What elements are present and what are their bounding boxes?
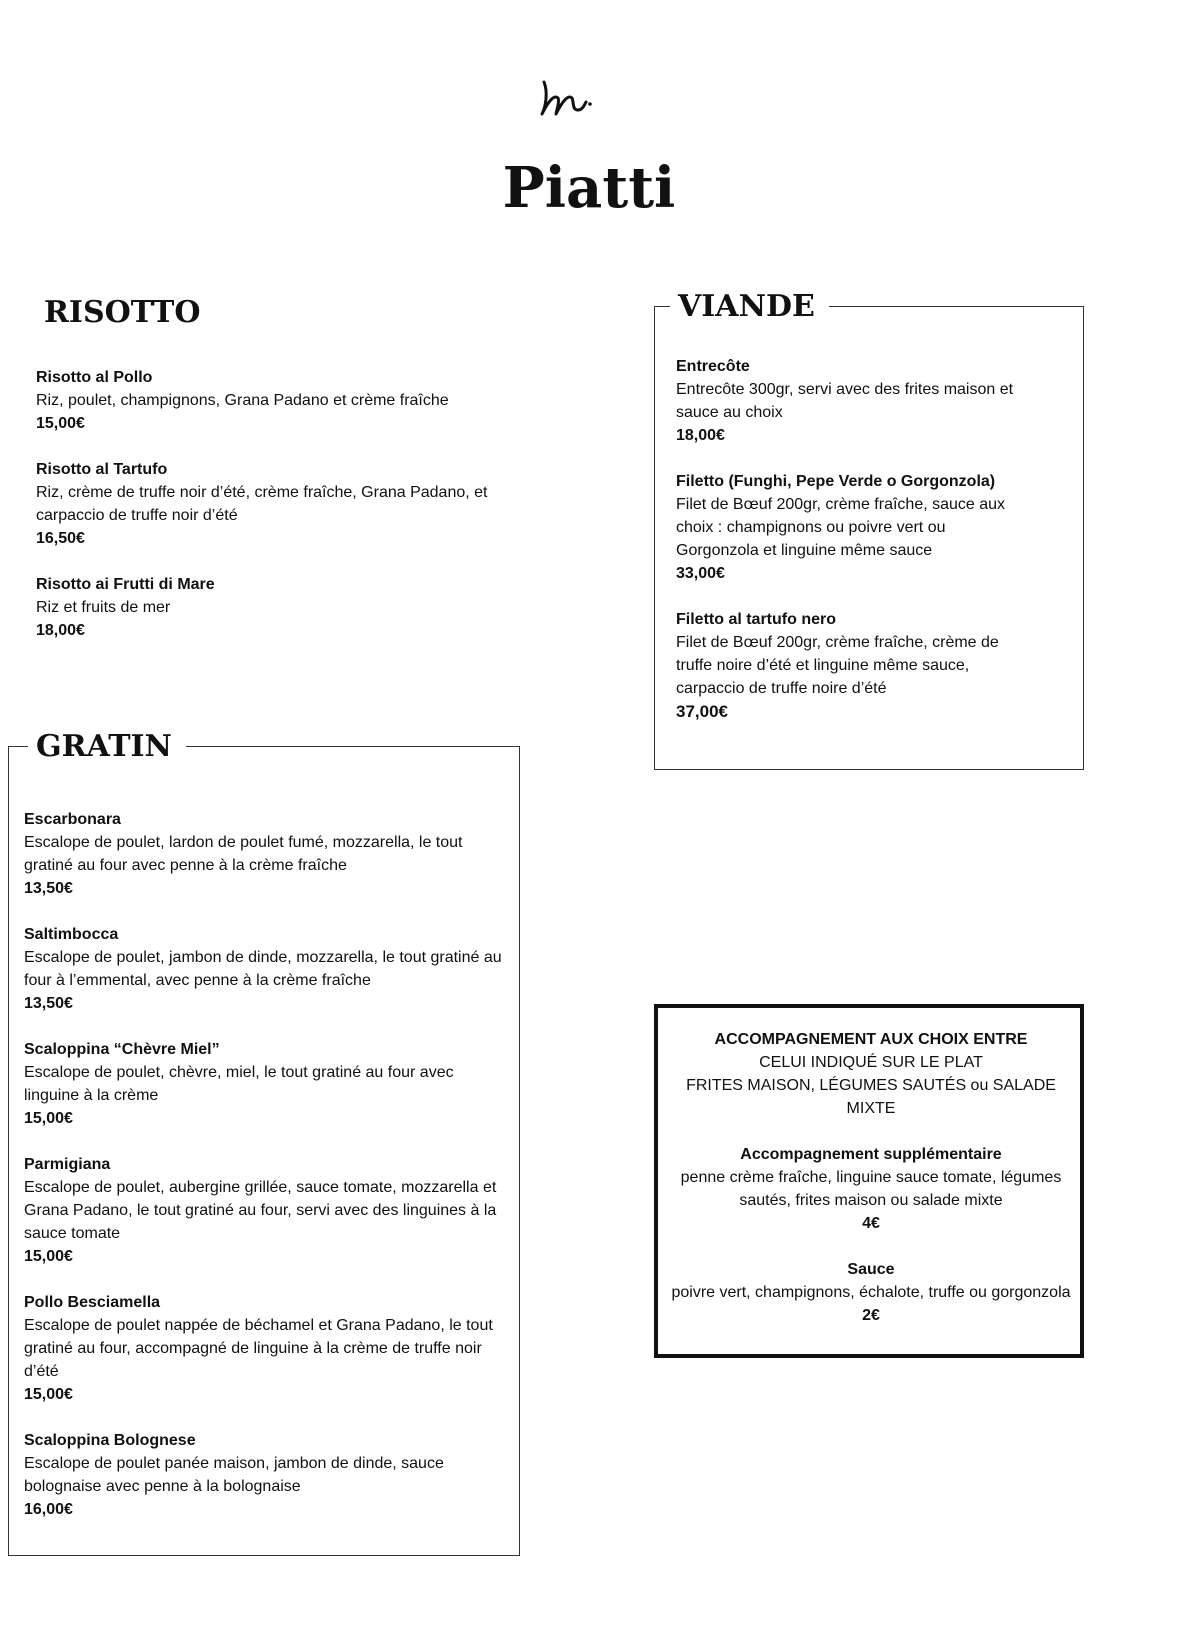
item-price: 13,50€ bbox=[24, 995, 73, 1012]
item-price: 18,00€ bbox=[36, 622, 85, 639]
gratin-item bbox=[24, 1291, 504, 1406]
viande-item bbox=[676, 355, 1016, 447]
item-price: 15,00€ bbox=[36, 415, 85, 432]
viande-item bbox=[676, 608, 1016, 723]
item-price: 16,00€ bbox=[24, 1501, 73, 1518]
item-desc: Riz, poulet, champignons, Grana Padano et crème fraîche bbox=[36, 392, 449, 409]
supplement-heading: Accompagnement supplémentaire bbox=[740, 1146, 1002, 1163]
item-desc: Escalope de poulet, chèvre, miel, le tout gratiné au four avec linguine à la crème bbox=[24, 1064, 454, 1104]
item-desc: Escalope de poulet, jambon de dinde, mozzarella, le tout gratiné au four à l’emmental, avec penne à la crème fraîche bbox=[24, 949, 502, 989]
item-desc: Escalope de poulet, aubergine grillée, sauce tomate, mozzarella et Grana Padano, le tout gratiné au four, servi avec des linguines à la sauce tomate bbox=[24, 1179, 497, 1242]
item-desc: Escalope de poulet nappée de béchamel et Grana Padano, le tout gratiné au four, accompagné de linguine à la crème de truffe noir d’été bbox=[24, 1317, 493, 1380]
item-desc: Riz et fruits de mer bbox=[36, 599, 171, 616]
item-name: Scaloppina “Chèvre Miel” bbox=[24, 1041, 220, 1058]
item-name: Risotto al Pollo bbox=[36, 369, 153, 386]
item-desc: Filet de Bœuf 200gr, crème fraîche, sauce aux choix : champignons ou poivre vert ou Gorgonzola et linguine même sauce bbox=[676, 496, 1006, 559]
accompagnement-line1: CELUI INDIQUÉ SUR LE PLAT bbox=[759, 1054, 983, 1071]
item-price: 16,50€ bbox=[36, 530, 85, 547]
item-desc: Filet de Bœuf 200gr, crème fraîche, crème de truffe noire d’été et linguine même sauce, carpaccio de truffe noire d’été bbox=[676, 634, 999, 697]
viande-title: VIANDE bbox=[670, 292, 829, 322]
item-name: Risotto ai Frutti di Mare bbox=[36, 576, 215, 593]
item-name: Filetto al tartufo nero bbox=[676, 611, 836, 628]
item-name: Escarbonara bbox=[24, 811, 121, 828]
accompagnement-line2: FRITES MAISON, LÉGUMES SAUTÉS ou SALADE MIXTE bbox=[686, 1077, 1056, 1117]
item-price: 15,00€ bbox=[24, 1386, 73, 1403]
item-name: Filetto (Funghi, Pepe Verde o Gorgonzola) bbox=[676, 473, 996, 490]
item-desc: Escalope de poulet, lardon de poulet fumé, mozzarella, le tout gratiné au four avec penne à la crème fraîche bbox=[24, 834, 463, 874]
gratin-item bbox=[24, 1429, 504, 1521]
page-title: Piatti bbox=[502, 155, 676, 221]
risotto-item bbox=[36, 458, 506, 550]
item-name: Saltimbocca bbox=[24, 926, 119, 943]
risotto-item bbox=[36, 573, 506, 642]
logo bbox=[538, 62, 618, 132]
gratin-item bbox=[24, 923, 504, 1015]
accompagnement-heading: ACCOMPAGNEMENT AUX CHOIX ENTRE bbox=[714, 1031, 1028, 1048]
sauce-price: 2€ bbox=[862, 1307, 880, 1324]
item-name: Pollo Besciamella bbox=[24, 1294, 161, 1311]
item-price: 33,00€ bbox=[676, 565, 725, 582]
gratin-item bbox=[24, 1153, 504, 1268]
item-price: 13,50€ bbox=[24, 880, 73, 897]
gratin-title: GRATIN bbox=[28, 732, 186, 762]
gratin-item bbox=[24, 808, 504, 900]
risotto-title: RISOTTO bbox=[36, 298, 214, 328]
sauce-heading: Sauce bbox=[847, 1261, 895, 1278]
item-desc: Entrecôte 300gr, servi avec des frites maison et sauce au choix bbox=[676, 381, 1014, 421]
item-price: 18,00€ bbox=[676, 427, 725, 444]
supplement-desc: penne crème fraîche, linguine sauce tomate, légumes sautés, frites maison ou salade mixte bbox=[680, 1169, 1062, 1209]
accompagnement-content bbox=[658, 1028, 1084, 1327]
item-name: Risotto al Tartufo bbox=[36, 461, 168, 478]
sauce-desc: poivre vert, champignons, échalote, truffe ou gorgonzola bbox=[671, 1284, 1071, 1301]
gratin-item bbox=[24, 1038, 504, 1130]
item-price: 15,00€ bbox=[24, 1110, 73, 1127]
item-name: Parmigiana bbox=[24, 1156, 111, 1173]
supplement-price: 4€ bbox=[862, 1215, 880, 1232]
item-name: Entrecôte bbox=[676, 358, 750, 375]
item-desc: Riz, crème de truffe noir d’été, crème fraîche, Grana Padano, et carpaccio de truffe noir d’été bbox=[36, 484, 488, 524]
item-name: Scaloppina Bolognese bbox=[24, 1432, 196, 1449]
viande-item bbox=[676, 470, 1016, 585]
item-price: 37,00€ bbox=[676, 702, 728, 721]
item-price: 15,00€ bbox=[24, 1248, 73, 1265]
risotto-item bbox=[36, 366, 506, 435]
item-desc: Escalope de poulet panée maison, jambon de dinde, sauce bolognaise avec penne à la bolognaise bbox=[24, 1455, 444, 1495]
